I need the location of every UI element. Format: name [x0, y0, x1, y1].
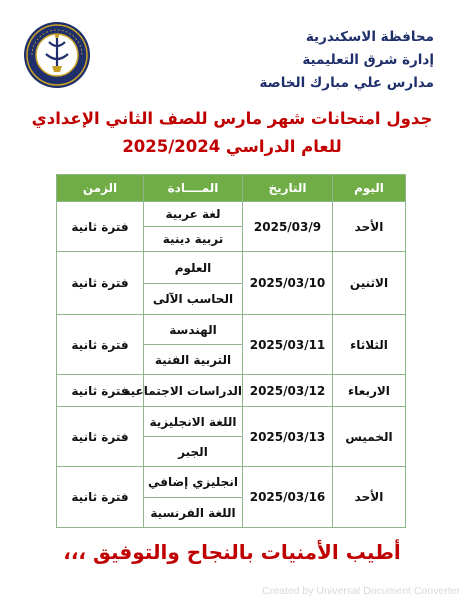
time-cell: فترة ثانية: [57, 375, 144, 407]
header-block: [260, 26, 435, 95]
converter-watermark: Created by Universal Document Converter: [262, 585, 460, 597]
date-cell: 2025/03/10: [243, 252, 333, 315]
academic-year-title: للعام الدراسي 2025/2024: [122, 137, 342, 156]
day-cell: الأحد: [333, 467, 406, 528]
exam-schedule-table: [56, 174, 406, 528]
subject-cell: الهندسة: [144, 315, 243, 345]
subject-cell: انجليزي إضافي: [144, 467, 243, 498]
date-cell: 2025/03/16: [243, 467, 333, 528]
table-row: [57, 375, 406, 407]
date-cell: 2025/03/13: [243, 407, 333, 467]
time-cell: فترة ثانية: [57, 467, 144, 528]
subject-cell: اللغة الفرنسية: [144, 498, 243, 528]
column-header-subject: المــــادة: [144, 175, 243, 202]
date-cell: 2025/03/9: [243, 202, 333, 252]
subject-cell: لغة عربية: [144, 202, 243, 227]
day-cell: الخميس: [333, 407, 406, 467]
time-cell: فترة ثانية: [57, 407, 144, 467]
date-cell: 2025/03/12: [243, 375, 333, 407]
governorate-line: محافظة الاسكندرية: [305, 29, 434, 45]
time-cell: فترة ثانية: [57, 252, 144, 315]
table-header-row: [57, 175, 406, 202]
subject-cell: التربية الفنية: [144, 345, 243, 375]
date-cell: 2025/03/11: [243, 315, 333, 375]
day-cell: الاثنين: [333, 252, 406, 315]
table-row: [57, 407, 406, 437]
subject-cell: الحاسب الآلى: [144, 284, 243, 315]
day-cell: الثلاثاء: [333, 315, 406, 375]
day-cell: الأحد: [333, 202, 406, 252]
table-row: [57, 467, 406, 498]
time-cell: فترة ثانية: [57, 315, 144, 375]
subject-cell: الدراسات الاجتماعية: [144, 375, 243, 407]
table-row: [57, 202, 406, 227]
best-wishes-footer: أطيب الأمنيات بالنجاح والتوفيق ،،،: [63, 540, 401, 564]
time-cell: فترة ثانية: [57, 202, 144, 252]
column-header-date: التاريخ: [243, 175, 333, 202]
administration-line: إدارة شرق التعليمية: [302, 52, 434, 68]
subject-cell: تربية دينية: [144, 227, 243, 252]
table-row: [57, 252, 406, 284]
column-header-time: الزمن: [57, 175, 144, 202]
table-row: [57, 315, 406, 345]
subject-cell: الجبر: [144, 437, 243, 467]
exam-schedule-title: جدول امتحانات شهر مارس للصف الثاني الإعدادي: [31, 109, 433, 128]
school-logo-icon: [22, 20, 92, 90]
subject-cell: العلوم: [144, 252, 243, 284]
day-cell: الاربعاء: [333, 375, 406, 407]
column-header-day: اليوم: [333, 175, 406, 202]
subject-cell: اللغة الانجليزية: [144, 407, 243, 437]
school-name-line: مدارس علي مبارك الخاصة: [259, 75, 434, 91]
